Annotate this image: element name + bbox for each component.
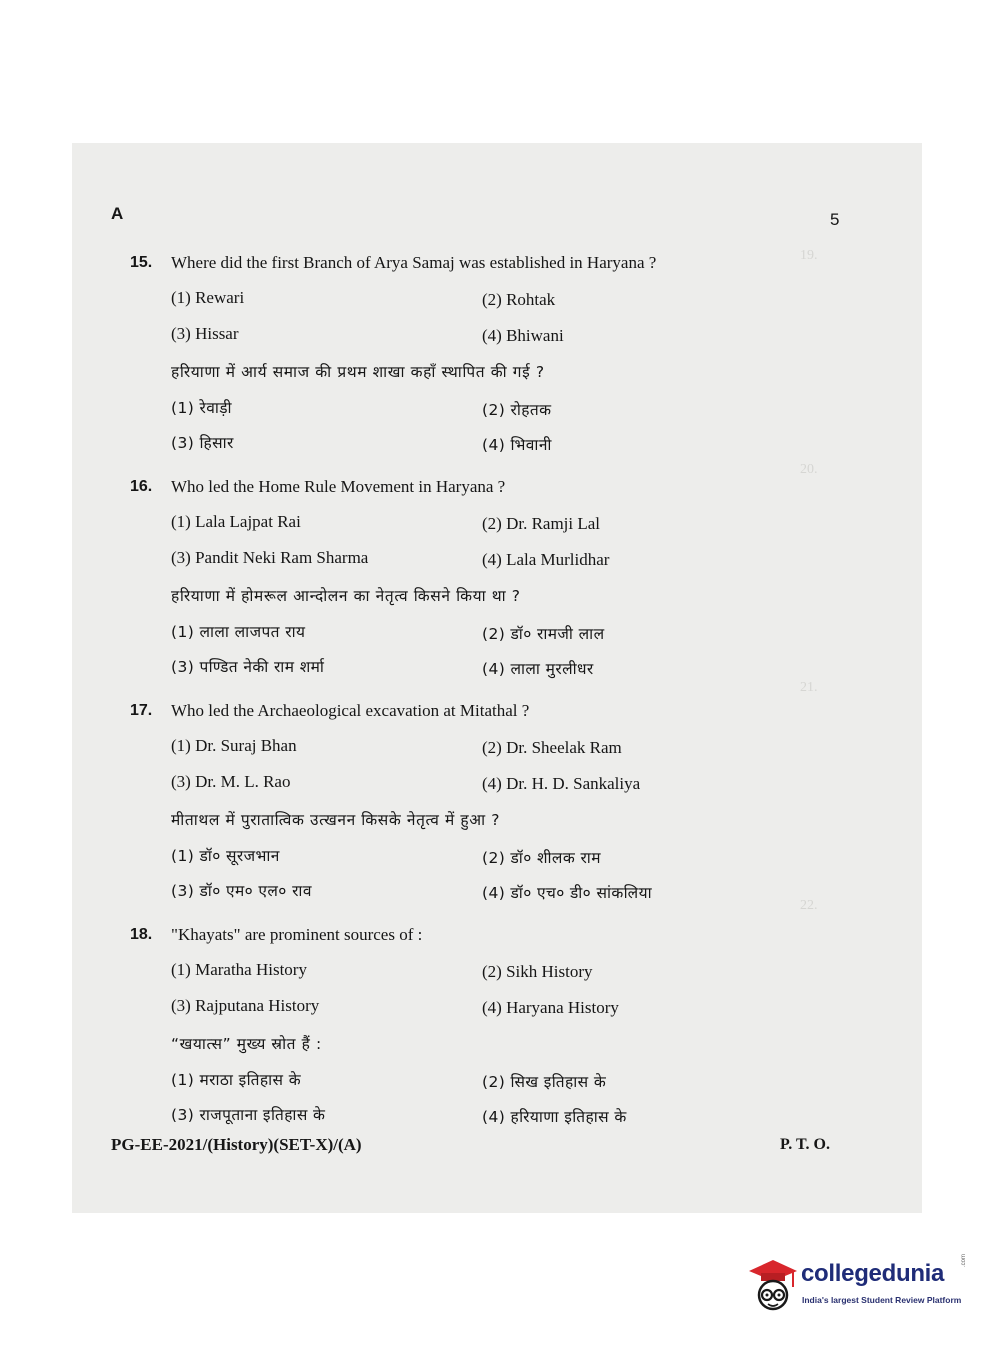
option-hindi: (4) डॉ० एच० डी० सांकलिया <box>482 884 652 902</box>
brand-tagline: India's largest Student Review Platform <box>802 1295 962 1305</box>
option: (2) Dr. Sheelak Ram <box>482 738 622 757</box>
mascot-icon <box>743 1255 799 1315</box>
option: (1) Maratha History <box>171 960 307 979</box>
option: (4) Lala Murlidhar <box>482 550 610 569</box>
option-hindi: (1) लाला लाजपत राय <box>171 623 306 641</box>
brand-name: collegedunia <box>801 1260 945 1287</box>
option: (4) Dr. H. D. Sankaliya <box>482 774 641 793</box>
option-hindi: (3) पण्डित नेकी राम शर्मा <box>171 658 325 676</box>
option: (1) Dr. Suraj Bhan <box>171 736 297 755</box>
question-number: 15. <box>130 254 153 271</box>
option-hindi: (4) लाला मुरलीधर <box>482 660 594 678</box>
option: (2) Rohtak <box>482 290 556 309</box>
show-through-mark: 20. <box>800 462 818 477</box>
show-through-mark: 19. <box>800 248 818 263</box>
question-text-hindi: हरियाणा में आर्य समाज की प्रथम शाखा कहाँ स्थापित की गई ? <box>171 363 545 381</box>
collegedunia-logo[interactable] <box>743 1255 973 1315</box>
option-hindi: (3) राजपूताना इतिहास के <box>171 1106 326 1124</box>
question-text-hindi: “खयात्स” मुख्य स्रोत हैं : <box>171 1035 322 1053</box>
option: (3) Hissar <box>171 324 239 343</box>
option-hindi: (1) रेवाड़ी <box>171 399 232 417</box>
question-text-english: Where did the first Branch of Arya Samaj was established in Haryana ? <box>171 253 657 272</box>
option-hindi: (3) डॉ० एम० एल० राव <box>171 882 312 900</box>
option: (3) Rajputana History <box>171 996 320 1015</box>
option: (3) Dr. M. L. Rao <box>171 772 291 791</box>
question-text-english: Who led the Archaeological excavation at Mitathal ? <box>171 701 530 720</box>
question-number: 17. <box>130 702 153 719</box>
show-through-mark: 21. <box>800 680 818 695</box>
option: (2) Dr. Ramji Lal <box>482 514 601 533</box>
show-through-mark: 22. <box>800 898 818 913</box>
option-hindi: (4) भिवानी <box>482 436 552 454</box>
question-text-english: "Khayats" are prominent sources of : <box>171 925 423 944</box>
option-hindi: (2) डॉ० रामजी लाल <box>482 625 605 643</box>
question-text-english: Who led the Home Rule Movement in Haryana ? <box>171 477 506 496</box>
option-hindi: (3) हिसार <box>171 434 234 452</box>
option-hindi: (1) डॉ० सूरजभान <box>171 847 280 865</box>
option-hindi: (2) डॉ० शीलक राम <box>482 849 601 867</box>
option-hindi: (1) मराठा इतिहास के <box>171 1071 302 1089</box>
pto-label: P. T. O. <box>780 1136 830 1153</box>
option: (2) Sikh History <box>482 962 593 981</box>
option: (4) Haryana History <box>482 998 619 1017</box>
option: (1) Rewari <box>171 288 245 307</box>
set-letter: A <box>111 204 124 223</box>
option: (4) Bhiwani <box>482 326 564 345</box>
option-hindi: (4) हरियाणा इतिहास के <box>482 1108 627 1126</box>
option: (1) Lala Lajpat Rai <box>171 512 301 531</box>
question-number: 16. <box>130 478 153 495</box>
question-number: 18. <box>130 926 153 943</box>
option-hindi: (2) सिख इतिहास के <box>482 1073 607 1091</box>
option: (3) Pandit Neki Ram Sharma <box>171 548 369 567</box>
page-number: 5 <box>830 210 840 229</box>
brand-suffix: .com <box>961 1253 967 1267</box>
question-text-hindi: मीताथल में पुरातात्विक उत्खनन किसके नेतृत्व में हुआ ? <box>171 811 501 829</box>
paper-code: PG-EE-2021/(History)(SET-X)/(A) <box>111 1135 362 1154</box>
question-text-hindi: हरियाणा में होमरूल आन्दोलन का नेतृत्व किसने किया था ? <box>171 587 521 605</box>
option-hindi: (2) रोहतक <box>482 401 552 419</box>
